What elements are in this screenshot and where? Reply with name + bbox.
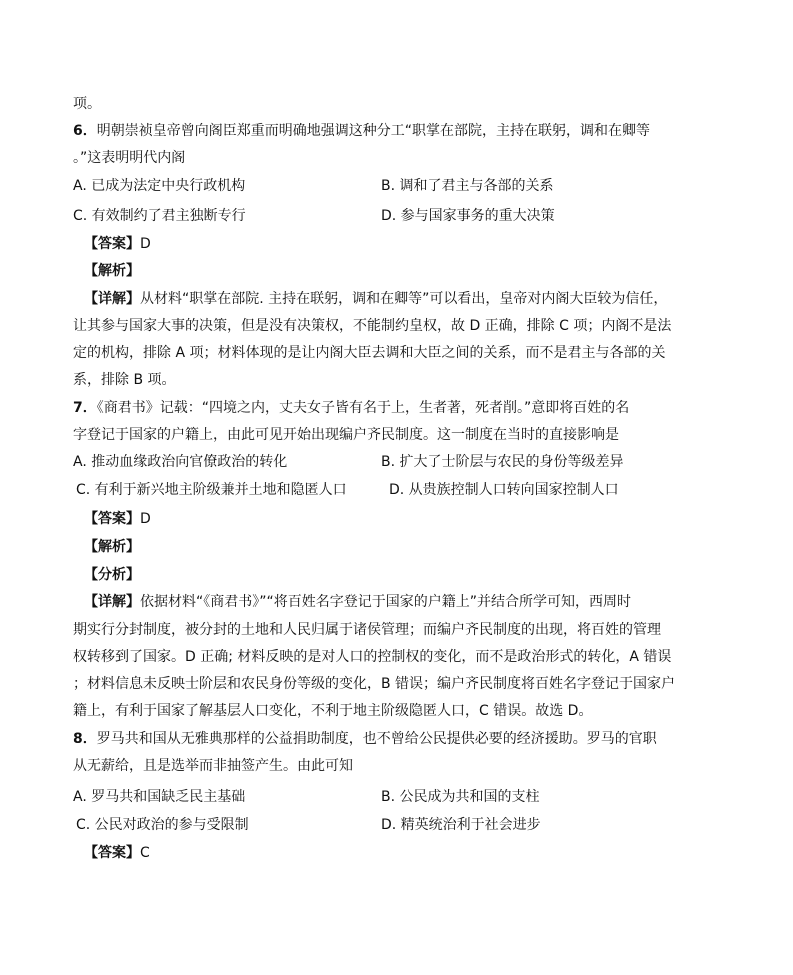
option-a: A. 推动血缘政治向官僚政治的转化 <box>73 454 288 470</box>
analysis-tag: 【解析】 <box>84 539 140 555</box>
fenxi-tag: 【分析】 <box>84 567 140 583</box>
option-b: B. 扩大了士阶层与农民的身份等级差异 <box>381 454 624 470</box>
detail-line <box>84 289 667 309</box>
question-text: 《商君书》记载：“四境之内，丈夫女子皆有名于上，生者著，死者削。”意即将百姓的名 <box>96 400 630 416</box>
question-text: 罗马共和国从无雅典那样的公益捐助制度，也不曾给公民提供必要的经济援助。罗马的官职 <box>96 731 657 747</box>
detail-line <box>84 592 631 612</box>
option-d: D. 精英统治利于社会进步 <box>381 817 541 833</box>
detail-line: 定的机构，排除 A 项；材料体现的是让内阁大臣去调和大臣之间的关系，而不是君主与各部的关 <box>73 345 666 361</box>
option-c: C. 有效制约了君主独断专行 <box>73 208 246 224</box>
detail-line: 期实行分封制度，被分封的土地和人民归属于诸侯管理；而编户齐民制度的出现，将百姓的管理 <box>73 622 661 638</box>
answer-value: D <box>140 511 151 527</box>
answer-value: D <box>140 236 151 252</box>
detail-tag: 【详解】 <box>84 291 140 307</box>
answer-value: C <box>140 845 150 861</box>
answer-tag: 【答案】 <box>84 511 140 527</box>
question-6-stem-line: 。”这表明明代内阁 <box>73 150 186 166</box>
detail-line: 籍上，有利于国家了解基层人口变化，不利于地主阶级隐匿人口，C 错误。故选 D。 <box>73 703 593 719</box>
question-text: 明朝崇祯皇帝曾向阁臣郑重而明确地强调这种分工“职掌在部院，主持在联躬，调和在卿等 <box>96 123 651 139</box>
answer-line <box>84 509 151 529</box>
question-8-stem-line: 从无薪给，且是选举而非抽签产生。由此可知 <box>73 758 353 774</box>
question-number: 8． <box>73 731 97 747</box>
option-c: C. 有利于新兴地主阶级兼并土地和隐匿人口 <box>76 482 347 498</box>
detail-line: 权转移到了国家。D 正确; 材料反映的是对人口的控制权的变化，而不是政治形式的转化，A 错误 <box>73 649 672 665</box>
answer-line <box>84 843 150 863</box>
answer-tag: 【答案】 <box>84 236 140 252</box>
detail-tag: 【详解】 <box>84 594 140 610</box>
detail-line: 系，排除 B 项。 <box>73 372 176 388</box>
text-line: 项。 <box>73 96 101 112</box>
option-a: A. 已成为法定中央行政机构 <box>73 178 246 194</box>
option-a: A. 罗马共和国缺乏民主基础 <box>73 789 246 805</box>
analysis-tag: 【解析】 <box>84 263 140 279</box>
detail-line: 让其参与国家大事的决策，但是没有决策权，不能制约皇权，故 D 正确，排除 C 项；内阁不是法 <box>73 318 672 334</box>
option-c: C. 公民对政治的参与受限制 <box>76 817 249 833</box>
option-b: B. 调和了君主与各部的关系 <box>381 178 554 194</box>
question-7-stem-line: 字登记于国家的户籍上，由此可见开始出现编户齐民制度。这一制度在当时的直接影响是 <box>73 427 619 443</box>
answer-tag: 【答案】 <box>84 845 140 861</box>
option-b: B. 公民成为共和国的支柱 <box>381 789 540 805</box>
detail-text: 从材料“职掌在部院. 主持在联躬，调和在卿等”可以看出，皇帝对内阁大臣较为信任， <box>140 291 668 307</box>
question-6-stem-line <box>73 121 650 141</box>
detail-text: 依据材料“《商君书》”“将百姓名字登记于国家的户籍上”并结合所学可知，西周时 <box>140 594 632 610</box>
option-d: D. 从贵族控制人口转向国家控制人口 <box>389 482 619 498</box>
question-number: 6． <box>73 123 97 139</box>
question-number: 7． <box>73 400 97 416</box>
option-d: D. 参与国家事务的重大决策 <box>381 208 555 224</box>
answer-line <box>84 234 151 254</box>
question-7-stem-line <box>73 398 629 418</box>
question-8-stem-line <box>73 729 657 749</box>
detail-line: ；材料信息未反映士阶层和农民身份等级的变化，B 错误；编户齐民制度将百姓名字登记于国家户 <box>73 676 676 692</box>
